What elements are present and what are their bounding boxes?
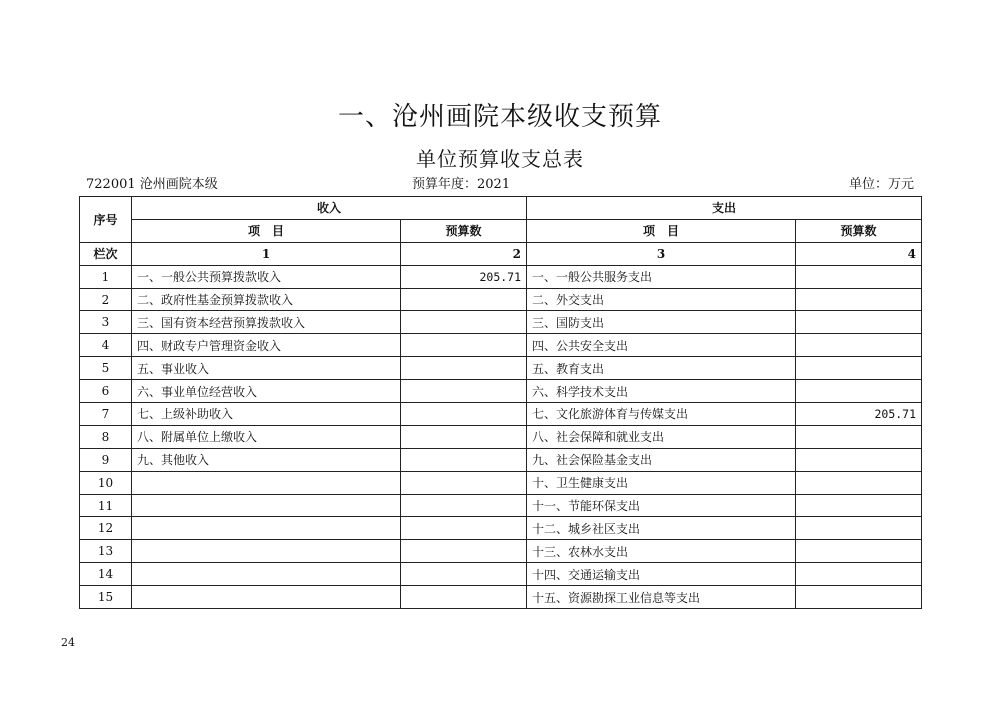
income-amount <box>401 448 527 471</box>
income-item: 八、附属单位上缴收入 <box>132 425 401 448</box>
row-number: 1 <box>80 265 132 288</box>
page-title: 一、沧州画院本级收支预算 <box>337 102 662 132</box>
expense-amount <box>796 425 922 448</box>
expense-amount <box>796 517 922 540</box>
table-row <box>80 265 922 288</box>
col-index-4: 4 <box>796 242 922 265</box>
row-number: 15 <box>80 586 132 609</box>
expense-item: 十、卫生健康支出 <box>527 471 796 494</box>
expense-amount <box>796 494 922 517</box>
column-index-row <box>80 242 922 265</box>
row-number: 9 <box>80 448 132 471</box>
table-subtitle: 单位预算收支总表 <box>416 147 584 171</box>
col-index-3: 3 <box>527 242 796 265</box>
expense-item: 一、一般公共服务支出 <box>527 265 796 288</box>
income-amount <box>401 288 527 311</box>
table-row <box>80 471 922 494</box>
income-amount <box>401 586 527 609</box>
table-row <box>80 357 922 380</box>
expense-item: 十三、农林水支出 <box>527 540 796 563</box>
row-number: 4 <box>80 334 132 357</box>
table-row <box>80 403 922 426</box>
expense-item: 二、外交支出 <box>527 288 796 311</box>
income-amount <box>401 471 527 494</box>
col-index-2: 2 <box>401 242 527 265</box>
expense-amount <box>796 265 922 288</box>
income-item: 五、事业收入 <box>132 357 401 380</box>
budget-year: 预算年度：2021 <box>412 177 511 192</box>
unit-label: 单位：万元 <box>848 177 914 192</box>
table-header-row <box>80 197 922 220</box>
income-item: 三、国有资本经营预算拨款收入 <box>132 311 401 334</box>
expense-item: 六、科学技术支出 <box>527 380 796 403</box>
col-index-1: 1 <box>132 242 401 265</box>
income-item <box>132 494 401 517</box>
expense-item: 十五、资源勘探工业信息等支出 <box>527 586 796 609</box>
budget-summary-table <box>79 196 922 609</box>
table-subheader-row <box>80 219 922 242</box>
expense-amount <box>796 311 922 334</box>
expense-item: 十四、交通运输支出 <box>527 563 796 586</box>
unit-code-name: 722001 沧州画院本级 <box>86 177 218 192</box>
table-row <box>80 334 922 357</box>
income-amount <box>401 311 527 334</box>
expense-amount <box>796 563 922 586</box>
table-row <box>80 586 922 609</box>
row-number: 13 <box>80 540 132 563</box>
row-number: 7 <box>80 403 132 426</box>
header-income-item: 项 目 <box>132 219 401 242</box>
income-item: 二、政府性基金预算拨款收入 <box>132 288 401 311</box>
expense-item: 七、文化旅游体育与传媒支出 <box>527 403 796 426</box>
row-number: 11 <box>80 494 132 517</box>
row-number: 6 <box>80 380 132 403</box>
income-amount <box>401 403 527 426</box>
header-column-index: 栏次 <box>80 242 132 265</box>
row-number: 3 <box>80 311 132 334</box>
row-number: 8 <box>80 425 132 448</box>
income-item <box>132 563 401 586</box>
table-row <box>80 448 922 471</box>
header-income: 收入 <box>132 197 527 220</box>
table-row <box>80 563 922 586</box>
row-number: 5 <box>80 357 132 380</box>
row-number: 12 <box>80 517 132 540</box>
expense-item: 九、社会保险基金支出 <box>527 448 796 471</box>
expense-item: 十二、城乡社区支出 <box>527 517 796 540</box>
expense-amount <box>796 540 922 563</box>
expense-amount <box>796 380 922 403</box>
income-item <box>132 540 401 563</box>
income-item <box>132 517 401 540</box>
expense-amount <box>796 471 922 494</box>
income-amount <box>401 357 527 380</box>
expense-item: 十一、节能环保支出 <box>527 494 796 517</box>
income-amount: 205.71 <box>401 265 527 288</box>
header-seq: 序号 <box>80 197 132 243</box>
table-row <box>80 311 922 334</box>
income-amount <box>401 494 527 517</box>
table-row <box>80 425 922 448</box>
page-number: 24 <box>61 636 75 649</box>
table-row <box>80 517 922 540</box>
row-number: 10 <box>80 471 132 494</box>
income-item <box>132 471 401 494</box>
income-amount <box>401 517 527 540</box>
table-row <box>80 288 922 311</box>
row-number: 14 <box>80 563 132 586</box>
income-item <box>132 586 401 609</box>
header-income-amount: 预算数 <box>401 219 527 242</box>
expense-item: 五、教育支出 <box>527 357 796 380</box>
expense-amount <box>796 586 922 609</box>
header-expense-amount: 预算数 <box>796 219 922 242</box>
header-expense: 支出 <box>527 197 922 220</box>
income-item: 一、一般公共预算拨款收入 <box>132 265 401 288</box>
income-item: 六、事业单位经营收入 <box>132 380 401 403</box>
income-amount <box>401 425 527 448</box>
header-expense-item: 项 目 <box>527 219 796 242</box>
income-amount <box>401 334 527 357</box>
row-number: 2 <box>80 288 132 311</box>
table-row <box>80 494 922 517</box>
income-item: 四、财政专户管理资金收入 <box>132 334 401 357</box>
income-item: 九、其他收入 <box>132 448 401 471</box>
income-item: 七、上级补助收入 <box>132 403 401 426</box>
expense-amount <box>796 288 922 311</box>
expense-item: 四、公共安全支出 <box>527 334 796 357</box>
income-amount <box>401 540 527 563</box>
expense-item: 三、国防支出 <box>527 311 796 334</box>
expense-amount: 205.71 <box>796 403 922 426</box>
table-row <box>80 540 922 563</box>
expense-amount <box>796 334 922 357</box>
income-amount <box>401 563 527 586</box>
expense-amount <box>796 357 922 380</box>
expense-amount <box>796 448 922 471</box>
expense-item: 八、社会保障和就业支出 <box>527 425 796 448</box>
income-amount <box>401 380 527 403</box>
table-row <box>80 380 922 403</box>
